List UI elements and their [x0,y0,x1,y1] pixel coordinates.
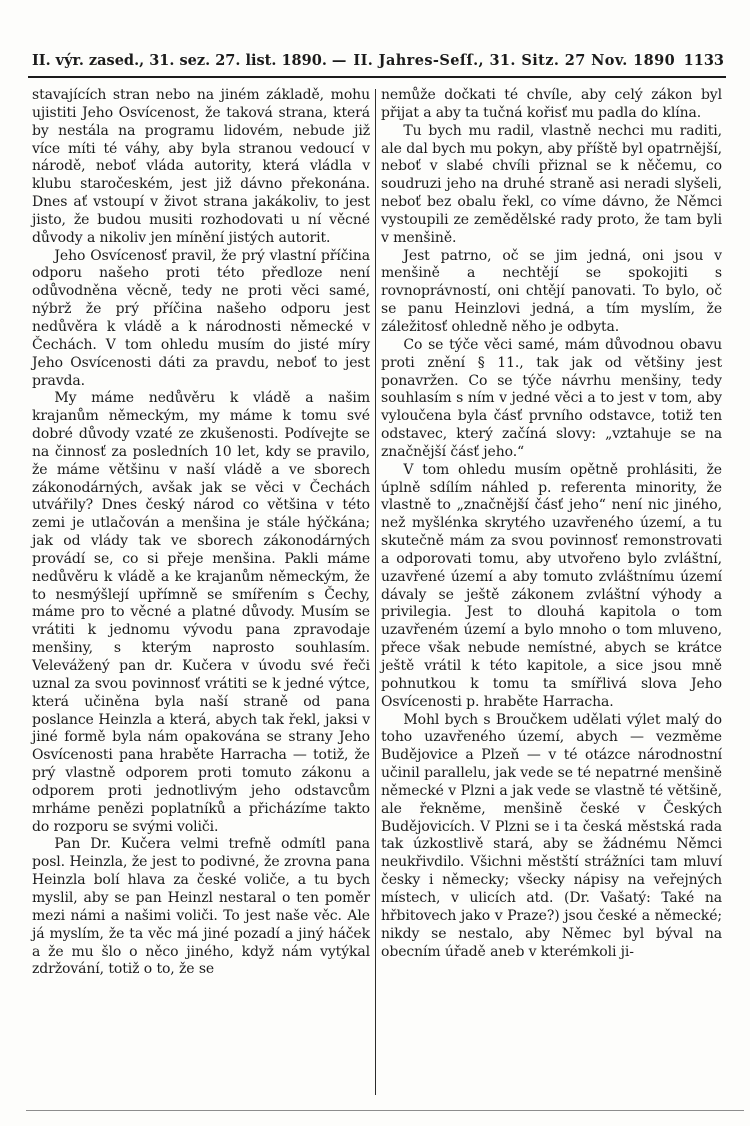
header-session-german: II. Jahres-Seſſ., 31. Sitz. 27 Nov. 1890 [353,52,676,69]
column-divider [375,89,376,1095]
paragraph: Mohl bych s Broučkem udělati výlet malý do toho uzavřeného území, abych — vezměme Budějovice a Plzeň — v té otázce národnostní učinil parallelu, jak vede se té nepatrné menšině německé v Plzni a jak vede se vlastně té většině, ale řekněme, menšině české v Českých Budějovicích. V Plzni se i ta česká městská rada tak úzkostlivě stará, aby se žádnému Němci neukřivdilo. Všichni městští strážníci tam mluví česky i německy; všecky nápisy na veřejných místech, v ulicích atd. (Dr. Vašatý: Také na hřbitovech jako v Praze?) jsou české a německé; nikdy se nestalo, aby Němec byl býval na obecním úřadě aneb v kterémkoli ji- [381,711,722,960]
paragraph: Co se týče věci samé, mám důvodnou obavu proti znění § 11., tak jak od většiny jest ponavržen. Co se týče návrhu menšiny, tedy souhlasím s ním v jedné věci a to jest v tom, aby vyloučena byla čásť prvního odstavce, totiž ten odstavec, který začíná slovy: „vztahuje se na značnější čásť jeho.“ [381,336,722,460]
page-number: 1133 [683,52,724,69]
paragraph: My máme nedůvěru k vládě a našim krajanům německým, my máme k tomu své dobré důvody vzaté ze zkušenosti. Podívejte se na činnosť za posledních 10 let, kdy se pravilo, že máme většinu v naší vládě a ve sborech zákonodárných, avšak jak se věci v Čechách utvářily? Dnes český národ co většina v této zemi je utlačován a menšina je stále hýčkána; jak od vlády tak ve sborech zákonodárných provádí se, co si přeje menšina. Pakli máme nedůvěru k vládě a ke krajanům německým, že to nesmýšlejí upřímně se smířením s Čechy, máme pro to věcné a platné důvody. Musím se vrátiti k jednomu vývodu pana zpravodaje menšiny, s kterým naprosto souhlasím. Velevážený pan dr. Kučera v úvodu své řeči uznal za svou povinnosť vrátiti se k jedné výtce, která učiněna byla naší straně od pana poslance Heinzla a která, abych tak řekl, jaksi v jiné formě byla nám opakována se strany Jeho Osvícenosti pana hraběte Harracha — totiž, že prý vlastně odporem proti tomuto zákonu a odporem proti jednotlivým jeho odstavcům mrháme penězi poplatníků a přicházíme takto do rozporu se svými voliči. [32,390,370,835]
bottom-rule [26,1110,744,1111]
header-session-czech: II. výr. zased., 31. sez. 27. list. 1890. — [32,52,347,69]
header-rule [28,76,726,78]
left-column [32,87,370,1095]
paragraph: Jest patrno, oč se jim jedná, oni jsou v menšině a nechtějí se spokojiti s rovnoprávností, oni chtějí panovati. To bylo, oč se panu Heinzlovi jedná, a tím myslím, že záležitosť ohledně něho je odbyta. [381,247,722,335]
paragraph: Tu bych mu radil, vlastně nechci mu raditi, ale dal bych mu pokyn, aby příště byl opatrnější, neboť v slabé chvíli přiznal se k něčemu, co soudruzi jeho na druhé straně asi neradi slyšeli, neboť bez obalu řekl, co víme dávno, že Němci vystoupili ze zemědělské rady proto, že tam byli v menšině. [381,122,722,246]
paragraph: nemůže dočkati té chvíle, aby celý zákon byl přijat a aby ta tučná kořisť mu padla do klína. [381,87,722,121]
paragraph: V tom ohledu musím opětně prohlásiti, že úplně sdílím náhled p. referenta minority, že vlastně to „značnější čásť jeho“ není nic jiného, než myšlénka skrytého uzavřeného území, a tu skutečně mám za svou povinnosť remonstrovati a odporovati tomu, aby utvořeno bylo zvláštní, uzavřené území a aby tomuto zvláštnímu území dávaly se ještě zákonem zvláštní výhody a privilegia. Jest to dlouhá kapitola o tom uzavřeném území a bylo mnoho o tom mluveno, přece však nebude nemístné, abych se krátce ještě vrátil k této kapitole, a sice jsou mně pohnutkou k tomu ta smířlivá slova Jeho Osvícenosti p. hraběte Harracha. [381,461,722,710]
header-session-info [32,52,675,69]
page-header [32,52,724,69]
right-column [381,87,722,1095]
paragraph: Pan Dr. Kučera velmi trefně odmítl pana posl. Heinzla, že jest to podivné, že zrovna pana Heinzla bolí hlava za české voliče, a tu bych myslil, aby se pan Heinzl nestaral o ten poměr mezi námi a našimi voliči. To jest naše věc. Ale já myslím, že ta věc má jiné pozadí a jiný háček a že mu šlo o něco jiného, když nám vytýkal zdržování, totiž o to, že se [32,836,370,978]
paragraph: Jeho Osvícenosť pravil, že prý vlastní příčina odporu našeho proti této předloze není odůvodněna věcně, tedy ne proti věci samé, nýbrž že prý příčina našeho odporu jest nedůvěra k vládě a k národnosti německé v Čechách. V tom ohledu musím do jisté míry Jeho Osvícenosti dáti za pravdu, neboť to jest pravda. [32,247,370,389]
text-columns [32,87,722,1095]
paragraph: stavajících stran nebo na jiném základě, mohu ujistiti Jeho Osvícenost, že taková strana, která by nestála na programu lidovém, nebude již více míti té váhy, aby byla stranou vedoucí v národě, neboť vláda autority, která vládla v klubu staročeském, jest již dávno překonána. Dnes ať vstoupí v život strana jakákoliv, to jest jisto, že budou musiti rozhodovati u ní věcné důvody a nikoliv jen mínění jistých autorit. [32,87,370,246]
